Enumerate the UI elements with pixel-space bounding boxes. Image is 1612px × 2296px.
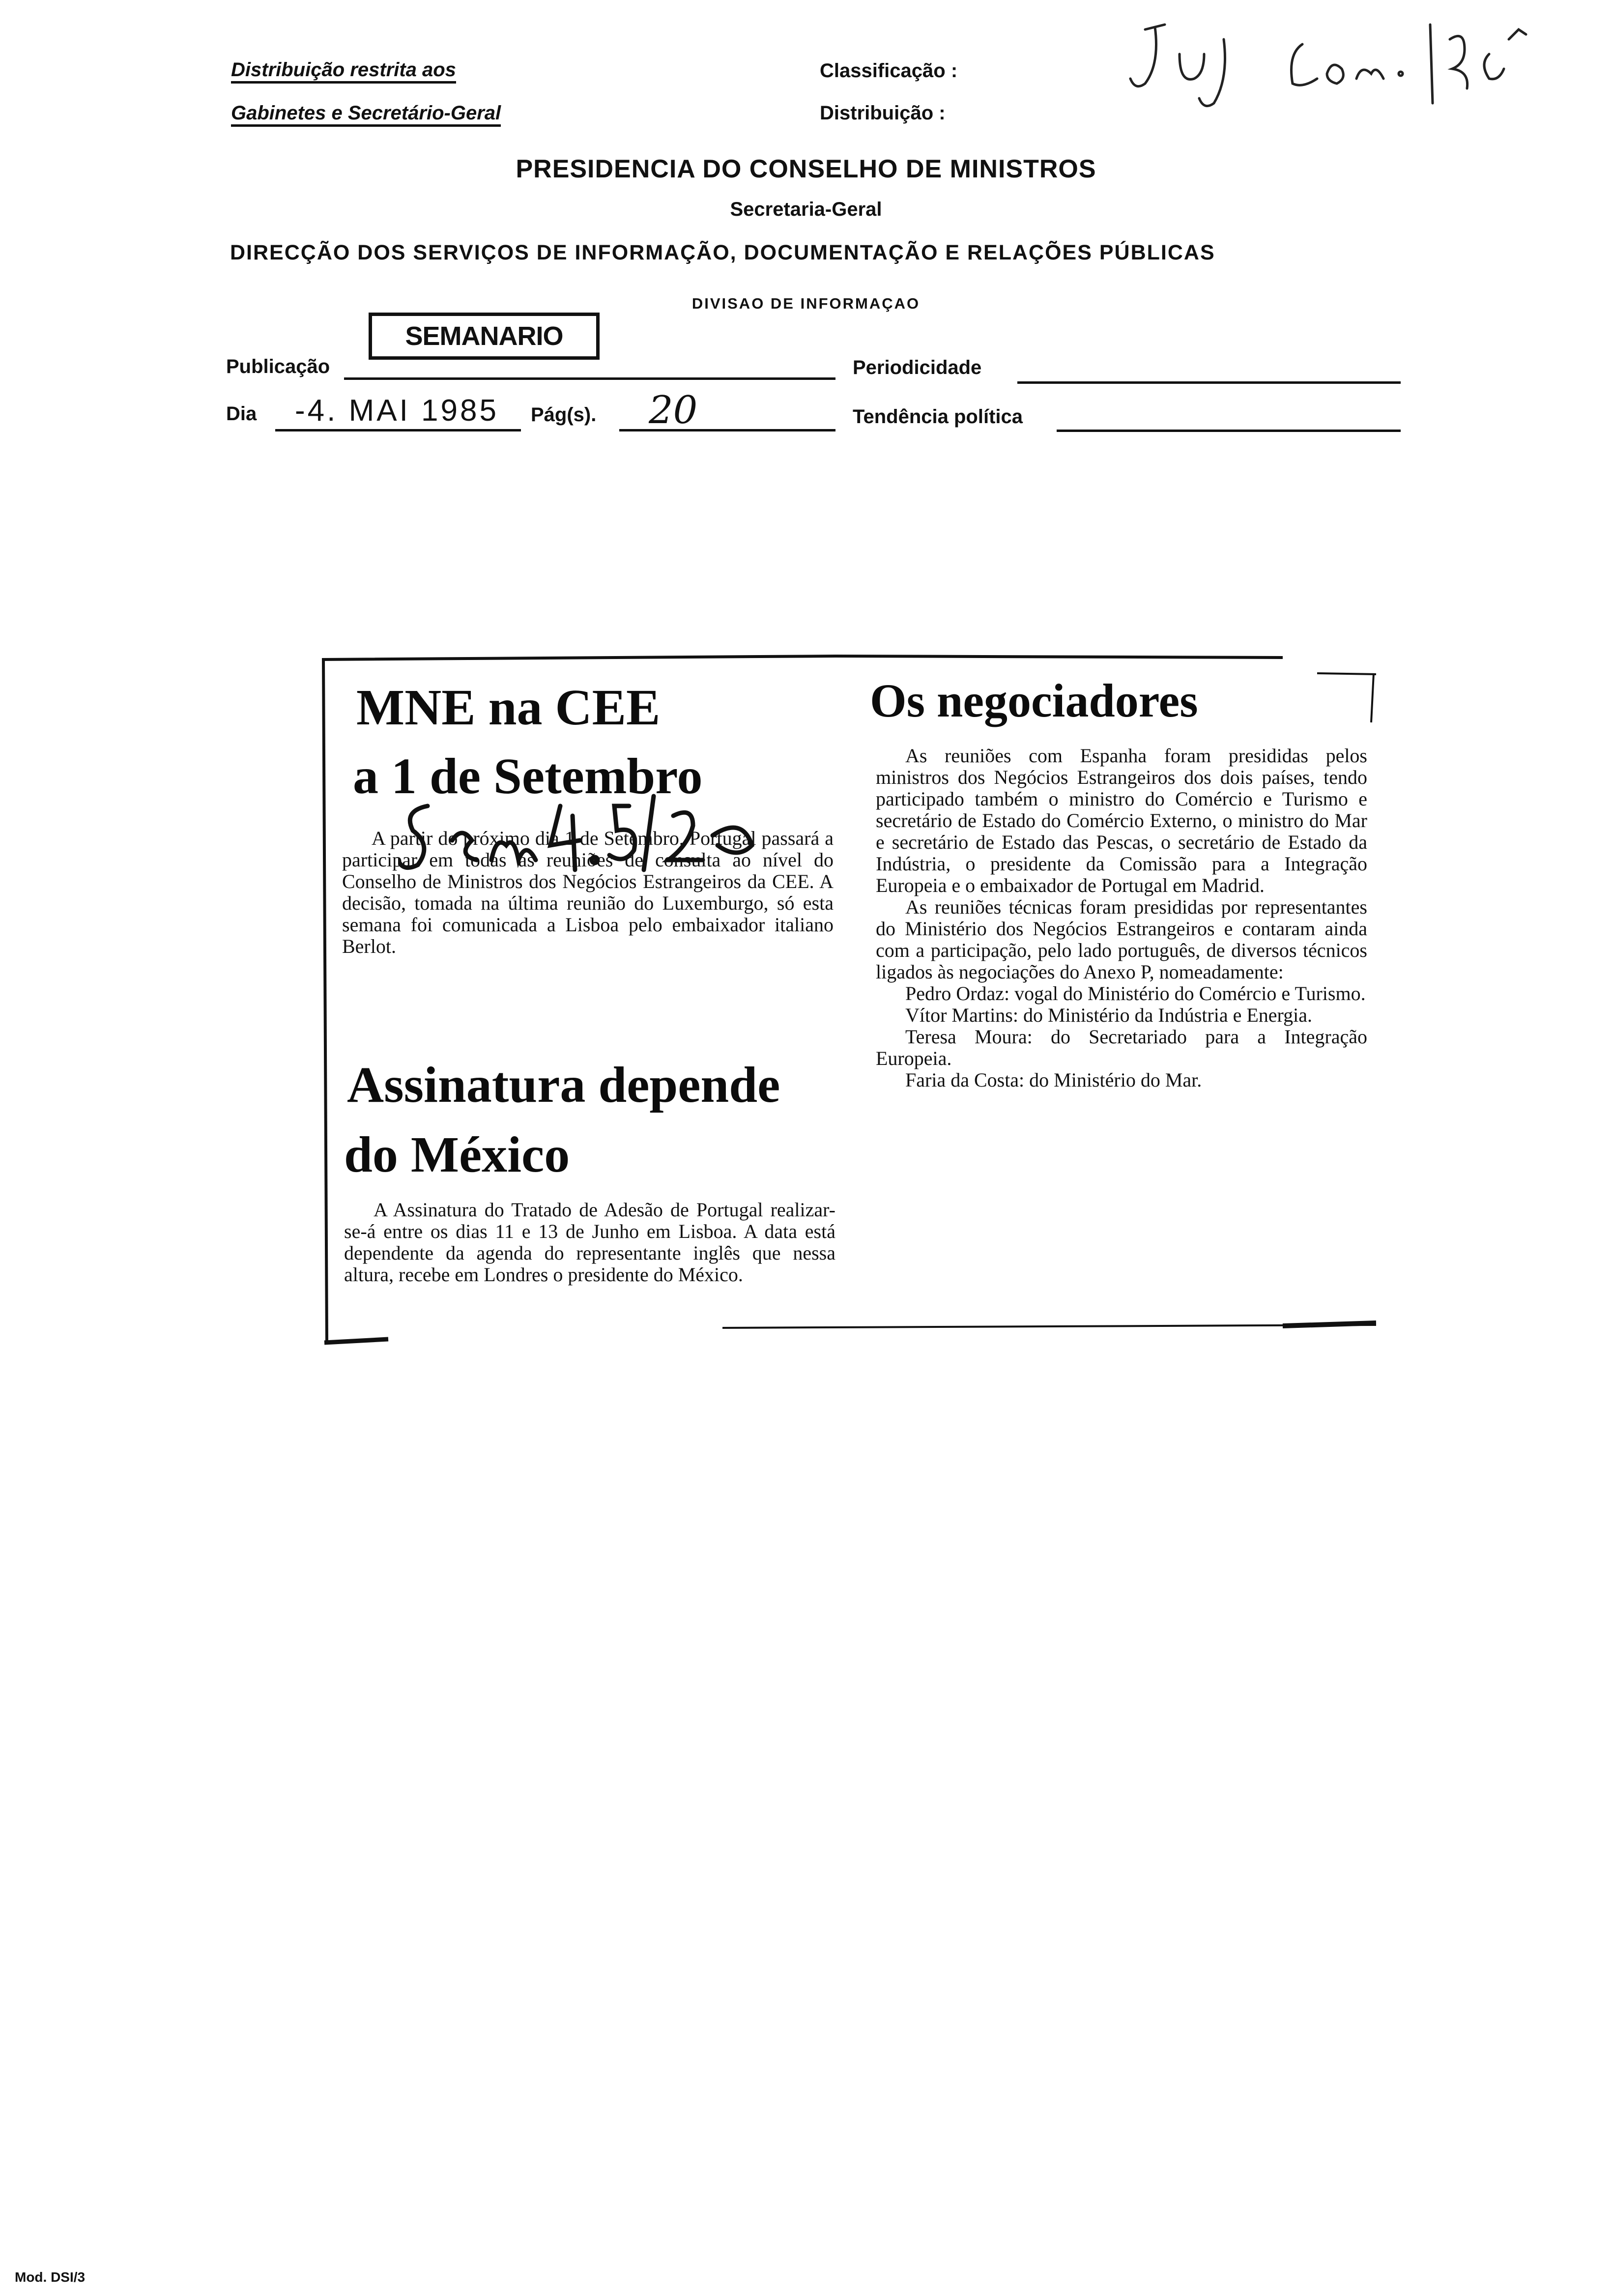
article1-paragraph: A partir do próximo dia 1 de Setembro, Portugal passará a participar em todas as reuniões de consulta ao nível do Conselho de Ministros dos Negócios Estrangeiros da CEE. A decisão, tomada na última reunião do Luxemburgo, só esta semana foi comunicada a Lisboa pelo embaixador italiano Berlot. <box>342 827 834 957</box>
article1-body <box>342 828 834 957</box>
publication-stamp: SEMANARIO <box>369 313 600 360</box>
organization-subtitle: Secretaria-Geral <box>730 199 882 220</box>
article3-paragraph: Vítor Martins: do Ministério da Indústria e Energia. <box>905 1004 1312 1026</box>
article3-paragraph: Pedro Ordaz: vogal do Ministério do Comércio e Turismo. <box>905 982 1366 1004</box>
article2-headline-line1: Assinatura depende <box>347 1057 780 1113</box>
pages-label: Pág(s). <box>531 404 597 426</box>
article3-body <box>876 745 1367 1091</box>
article1-headline-line1: MNE na CEE <box>356 679 661 736</box>
distribution-label: Distribuição : <box>820 102 946 124</box>
article3-headline: Os negociadores <box>870 674 1198 727</box>
article3-paragraph: Faria da Costa: do Ministério do Mar. <box>905 1069 1202 1091</box>
publication-field-line <box>344 377 835 380</box>
day-label: Dia <box>226 403 257 425</box>
article3-paragraph: As reuniões com Espanha foram presididas pelos ministros dos Negócios Estrangeiros dos dois países, tendo participado também o ministro do Comércio e Turismo e secretário de Estado do Comércio Externo, o ministro do Mar e secretário de Estado das Pescas, o secretário de Estado da Indústria, o presidente da Comissão para a Integração Europeia e o embaixador de Portugal em Madrid. <box>876 745 1367 896</box>
organization-title: PRESIDENCIA DO CONSELHO DE MINISTROS <box>516 155 1096 183</box>
division-title: DIVISAO DE INFORMAÇAO <box>691 295 921 312</box>
periodicity-label: Periodicidade <box>853 357 982 378</box>
classification-label: Classificação : <box>820 60 958 82</box>
political-tendency-label: Tendência política <box>853 406 1023 428</box>
article2-headline-line2: do México <box>344 1126 570 1183</box>
article3-paragraph: As reuniões técnicas foram presididas por representantes do Ministério dos Negócios Estrangeiros e contaram ainda com a participação, pelo lado português, de diversos técnicos ligados às negociações do Anexo P, nomeadamente: <box>876 896 1367 983</box>
article2-body <box>344 1199 835 1286</box>
article3-paragraph: Teresa Moura: do Secretariado para a Integração Europeia. <box>876 1026 1367 1069</box>
article2-paragraph: A Assinatura do Tratado de Adesão de Portugal realizar-se-á entre os dias 11 e 13 de Junho em Lisboa. A data está dependente da agenda do representante inglês que nessa altura, recebe em Londres o presidente do México. <box>344 1199 835 1286</box>
day-stamp-value: -4. MAI 1985 <box>275 393 521 431</box>
handwritten-reference-mark <box>1125 10 1538 118</box>
pages-handwritten-value: 20 <box>619 388 835 431</box>
publication-label: Publicação <box>226 356 330 377</box>
distribution-restriction-line2: Gabinetes e Secretário-Geral <box>231 102 501 127</box>
distribution-restriction-line1: Distribuição restrita aos <box>231 59 456 84</box>
article1-headline-line2: a 1 de Setembro <box>353 748 703 804</box>
directorate-title: DIRECÇÃO DOS SERVIÇOS DE INFORMAÇÃO, DOCUMENTAÇÃO E RELAÇÕES PÚBLICAS <box>230 241 1215 264</box>
political-tendency-field-line <box>1057 430 1401 432</box>
form-code: Mod. DSI/3 <box>15 2269 86 2285</box>
periodicity-field-line <box>1017 381 1401 384</box>
